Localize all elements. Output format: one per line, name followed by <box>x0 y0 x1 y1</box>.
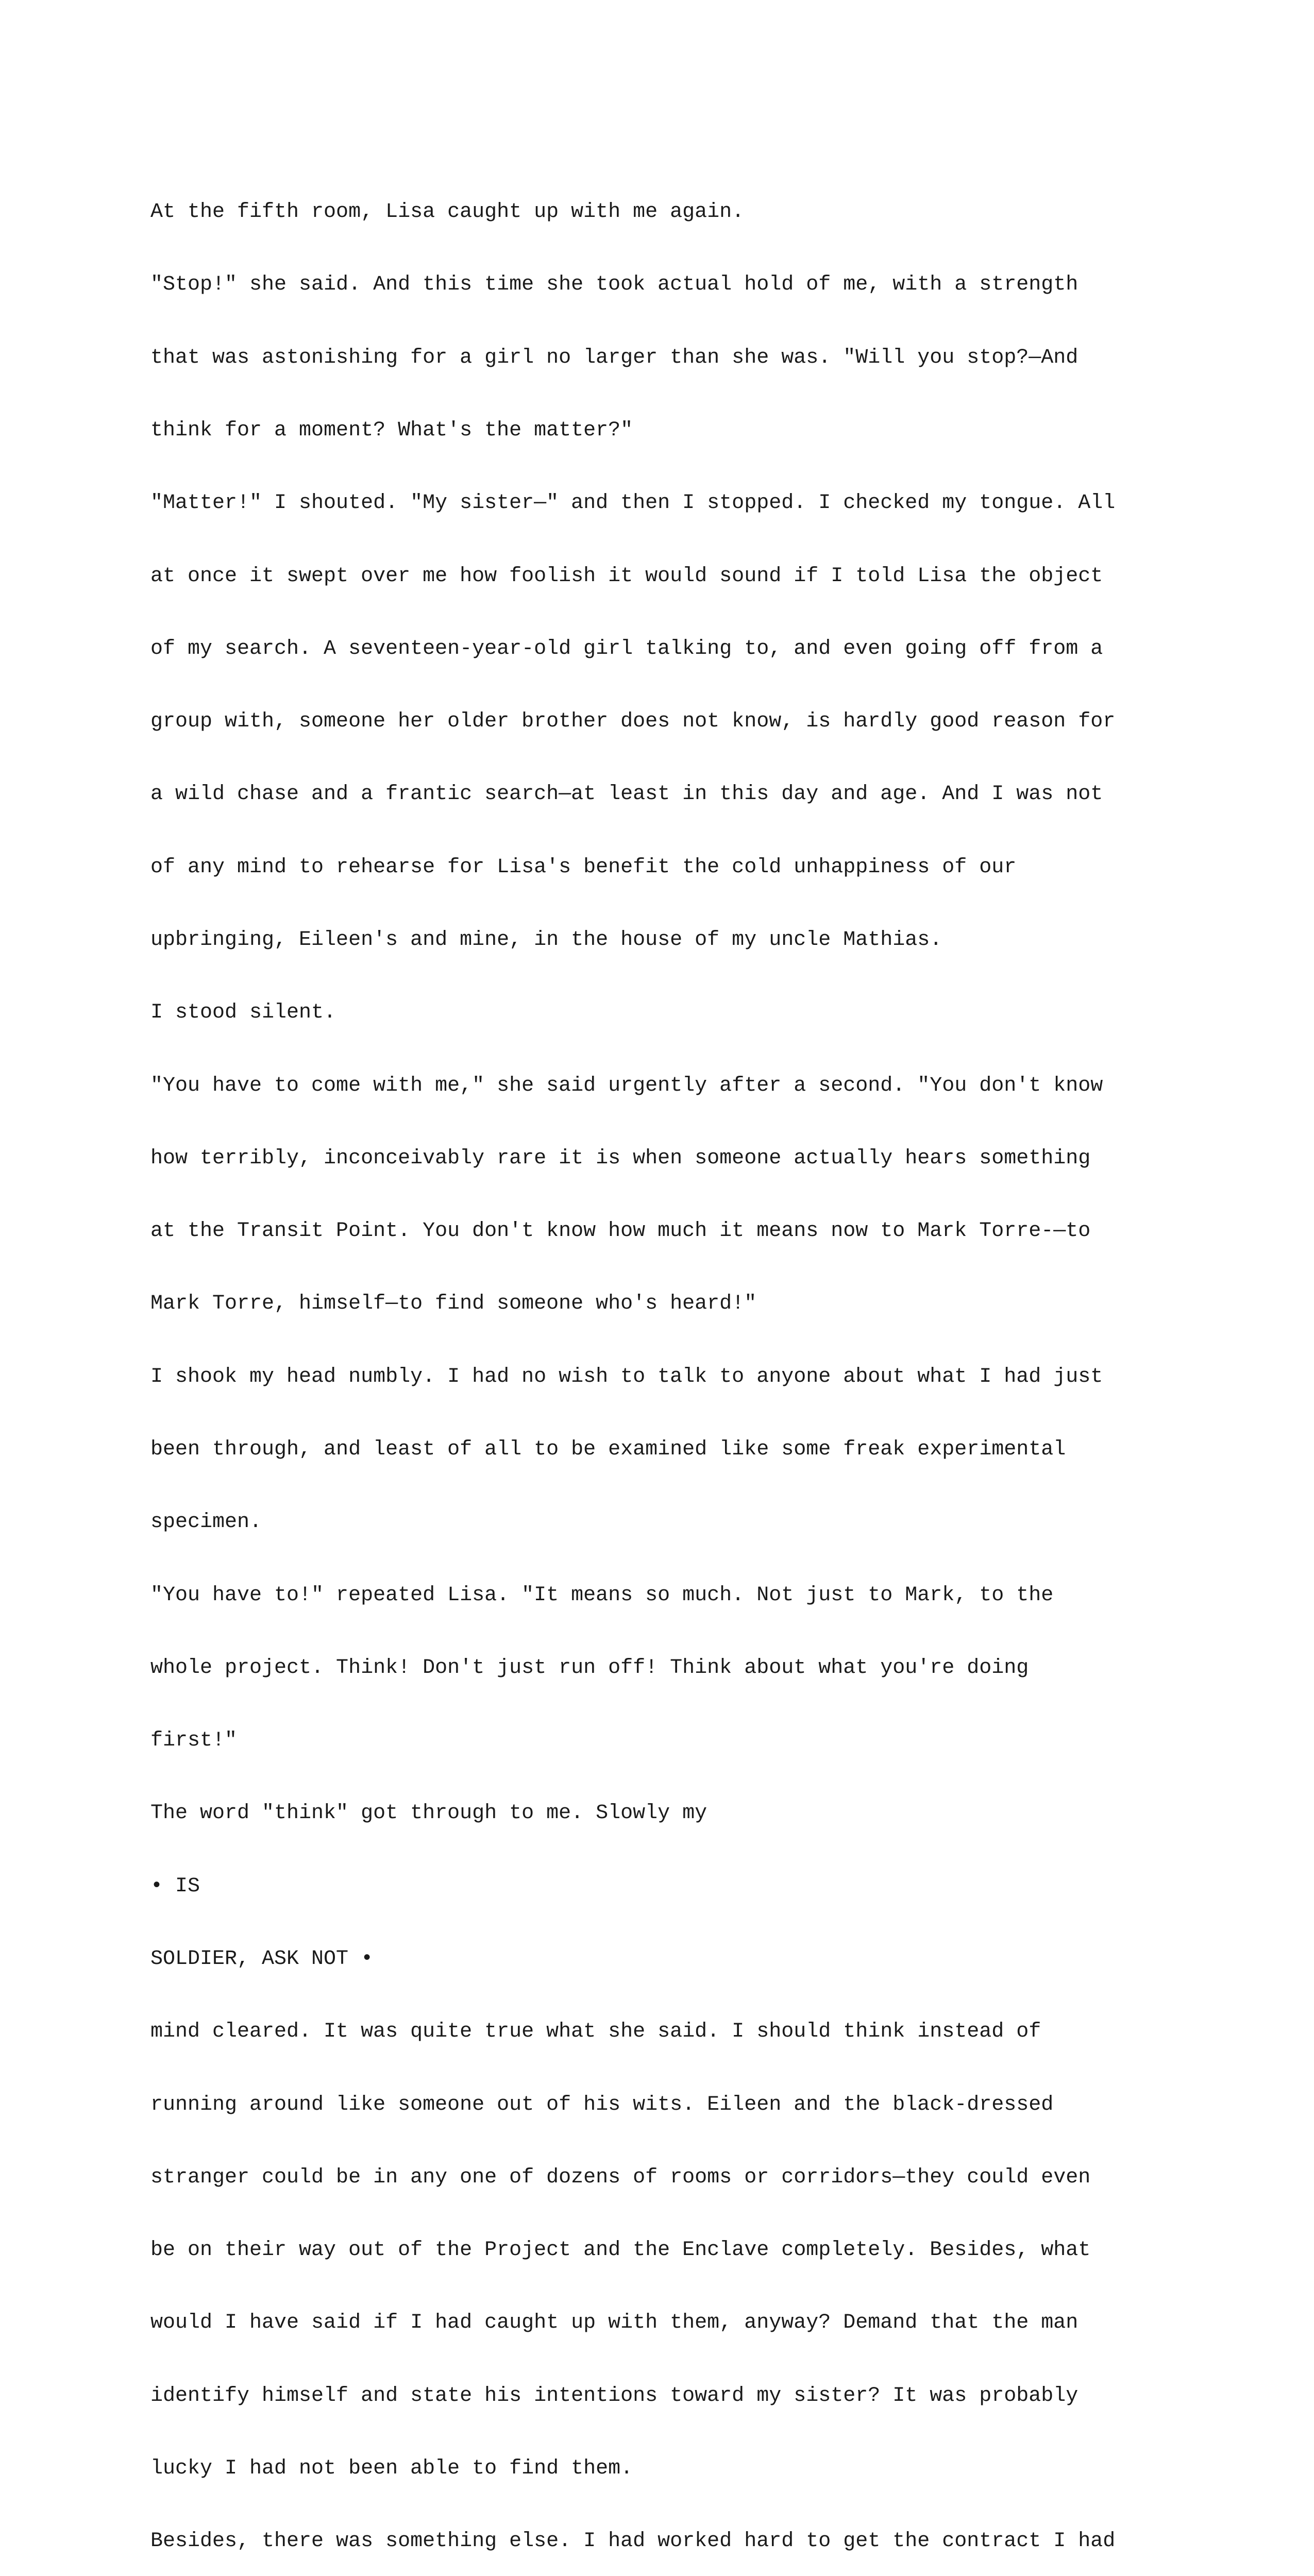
text-line: been through, and least of all to be examined like some freak experimental <box>150 1437 1066 1461</box>
text-line: think for a moment? What's the matter?" <box>150 419 633 443</box>
text-line: "You have to come with me," she said urgently after a second. "You don't know <box>150 1074 1103 1097</box>
text-line: at once it swept over me how foolish it would sound if I told Lisa the object <box>150 564 1103 588</box>
text-line: running around like someone out of his wits. Eileen and the black-dressed <box>150 2093 1054 2116</box>
text-line: be on their way out of the Project and the Enclave completely. Besides, what <box>150 2239 1091 2262</box>
text-line: that was astonishing for a girl no larger than she was. "Will you stop?—And <box>150 346 1079 369</box>
body-text <box>150 151 1181 2576</box>
text-line: would I have said if I had caught up with them, anyway? Demand that the man <box>150 2311 1079 2335</box>
text-line: whole project. Think! Don't just run off! Think about what you're doing <box>150 1656 1029 1680</box>
text-line: group with, someone her older brother does not know, is hardly good reason for <box>150 710 1116 734</box>
text-line: of any mind to rehearse for Lisa's benefit the cold unhappiness of our <box>150 855 1017 879</box>
text-line: I stood silent. <box>150 1001 336 1025</box>
text-line: Mark Torre, himself—to find someone who's heard!" <box>150 1292 757 1316</box>
text-line: I shook my head numbly. I had no wish to talk to anyone about what I had just <box>150 1365 1103 1388</box>
text-line: At the fifth room, Lisa caught up with me again. <box>150 200 745 224</box>
text-line: stranger could be in any one of dozens of rooms or corridors—they could even <box>150 2165 1091 2189</box>
text-line: at the Transit Point. You don't know how much it means now to Mark Torre-—to <box>150 1219 1091 1243</box>
text-line: Besides, there was something else. I had worked hard to get the contract I had <box>150 2530 1116 2553</box>
text-line: of my search. A seventeen-year-old girl talking to, and even going off from a <box>150 637 1103 660</box>
text-line: specimen. <box>150 1511 262 1534</box>
text-line: "You have to!" repeated Lisa. "It means so much. Not just to Mark, to the <box>150 1583 1054 1607</box>
text-line: lucky I had not been able to find them. <box>150 2456 633 2480</box>
text-line: a wild chase and a frantic search—at least in this day and age. And I was not <box>150 783 1103 806</box>
text-line: first!" <box>150 1729 238 1753</box>
text-line: how terribly, inconceivably rare it is when someone actually hears something <box>150 1146 1091 1170</box>
text-line: mind cleared. It was quite true what she said. I should think instead of <box>150 2020 1041 2044</box>
page-marker: • IS <box>150 1874 200 1898</box>
text-line: "Stop!" she said. And this time she took actual hold of me, with a strength <box>150 273 1079 297</box>
text-line: identify himself and state his intentions toward my sister? It was probably <box>150 2384 1079 2408</box>
text-line: The word "think" got through to me. Slowly my <box>150 1802 707 1825</box>
text-line: upbringing, Eileen's and mine, in the house of my uncle Mathias. <box>150 928 942 952</box>
running-header: SOLDIER, ASK NOT • <box>150 1947 374 1971</box>
text-line: "Matter!" I shouted. "My sister—" and then I stopped. I checked my tongue. All <box>150 492 1116 515</box>
